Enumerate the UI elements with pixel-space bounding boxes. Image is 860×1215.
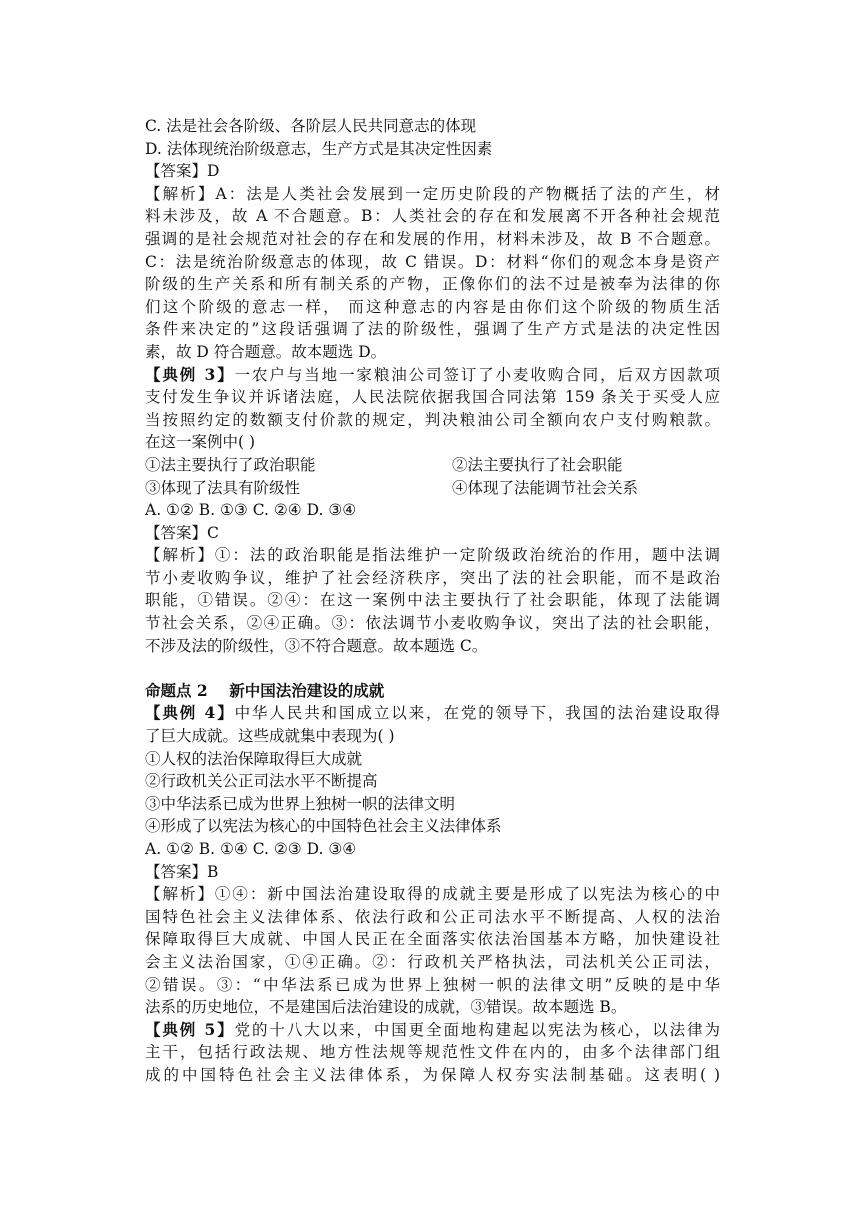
question-line: 支付发生争议并诉诸法庭，人民法院依据我国合同法第 159 条关于买受人应 [145,388,720,407]
analysis-line: 强调的是社会规范对社会的存在和发展的作用，材料未涉及，故 B 不合题意。 [145,229,720,248]
analysis-line: 阶级的生产关系和所有制关系的产物，正像你们的法不过是被奉为法律的你 [145,275,720,294]
analysis-line: ②错误。③：“中华法系已成为世界上独树一帜的法律文明”反映的是中华 [145,975,720,994]
question-line: 成的中国特色社会主义法律体系，为保障人权夯实法制基础。这表明( ) [145,1065,720,1084]
example-5-label: 【典例 5】 [145,1019,235,1039]
list-item: ④形成了以宪法为核心的中国特色社会主义法律体系 [145,817,502,836]
answer-line: 【答案】B [145,862,219,881]
analysis-line: C：法是统治阶级意志的体现，故 C 错误。D：材料“你们的观念本身是资产 [145,252,720,271]
analysis-line: 【解析】①④：新中国法治建设取得的成就主要是形成了以宪法为核心的中 [145,885,720,904]
analysis-line: 职能，①错误。②④：在这一案例中法主要执行了社会职能，体现了法能调 [145,591,720,610]
list-item: ①人权的法治保障取得巨大成就 [145,749,363,768]
example-4-question: 【典例 4】中华人民共和国成立以来，在党的领导下，我国的法治建设取得 [145,703,720,723]
question-line: 主干，包括行政法规、地方性法规等规范性文件在内的，由多个法律部门组 [145,1043,720,1062]
option-item: ①法主要执行了政治职能 [145,455,316,474]
analysis-line: 料未涉及，故 A 不合题意。B：人类社会的存在和发展离不开各种社会规范 [145,207,720,226]
analysis-line: 条件来决定的”这段话强调了法的阶级性，强调了生产方式是法的决定性因 [145,320,720,339]
blank-line [145,657,720,680]
analysis-line: 不涉及法的阶级性，③不符合题意。故本题选 C。 [145,636,488,655]
example-4-label: 【典例 4】 [145,703,235,723]
analysis-line: 【解析】①：法的政治职能是指法维护一定阶级政治统治的作用，题中法调 [145,546,720,565]
question-line: 了巨大成就。这些成就集中表现为( ) [145,727,395,746]
options-row [145,454,720,477]
list-item: ③中华法系已成为世界上独树一帜的法律文明 [145,794,456,813]
example-5-question: 【典例 5】党的十八大以来，中国更全面地构建起以宪法为核心，以法律为 [145,1019,720,1039]
analysis-line: 【解析】A：法是人类社会发展到一定历史阶段的产物概括了法的产生，材 [145,184,720,203]
example-3-label: 【典例 3】 [145,364,235,384]
question-line: 当按照约定的数额支付价款的规定，判决粮油公司全额向农户支付购粮款。 [145,410,720,429]
option-item: ③体现了法具有阶级性 [145,478,301,497]
analysis-line: 国特色社会主义法律体系、依法行政和公正司法水平不断提高、人权的法治 [145,907,720,926]
answer-line: 【答案】D [145,162,220,181]
choices-line: A. ①② B. ①④ C. ②③ D. ③④ [145,840,357,858]
question-line: 在这一案例中( ) [145,433,256,452]
analysis-line: 节社会关系，②④正确。③：依法调节小麦收购争议，突出了法的社会职能， [145,614,720,633]
option-item: ②法主要执行了社会职能 [452,455,623,474]
option-d-line: D. 法体现统治阶级意志，生产方式是其决定性因素 [145,139,493,158]
analysis-line: 会主义法治国家，①④正确。②：行政机关严格执法，司法机关公正司法， [145,952,720,971]
analysis-line: 节小麦收购争议，维护了社会经济秩序，突出了法的社会职能，而不是政治 [145,568,720,587]
section-heading: 命题点 2 新中国法治建设的成就 [145,680,385,700]
analysis-line: 素，故 D 符合题意。故本题选 D。 [145,342,387,361]
options-row [145,477,720,500]
analysis-line: 法系的历史地位，不是建国后法治建设的成就，③错误。故本题选 B。 [145,998,627,1017]
list-item: ②行政机关公正司法水平不断提高 [145,772,378,791]
example-3-question: 【典例 3】一农户与当地一家粮油公司签订了小麦收购合同，后双方因款项 [145,364,720,384]
option-item: ④体现了法能调节社会关系 [452,478,639,497]
analysis-line: 们这个阶级的意志一样， 而这种意志的内容是由你们这个阶级的物质生活 [145,297,720,316]
analysis-line: 保障取得巨大成就、中国人民正在全面落实依法治国基本方略，加快建设社 [145,930,720,949]
choices-line: A. ①② B. ①③ C. ②④ D. ③④ [145,501,357,520]
answer-line: 【答案】C [145,523,219,542]
option-c-line: C. 法是社会各阶级、各阶层人民共同意志的体现 [145,117,477,135]
